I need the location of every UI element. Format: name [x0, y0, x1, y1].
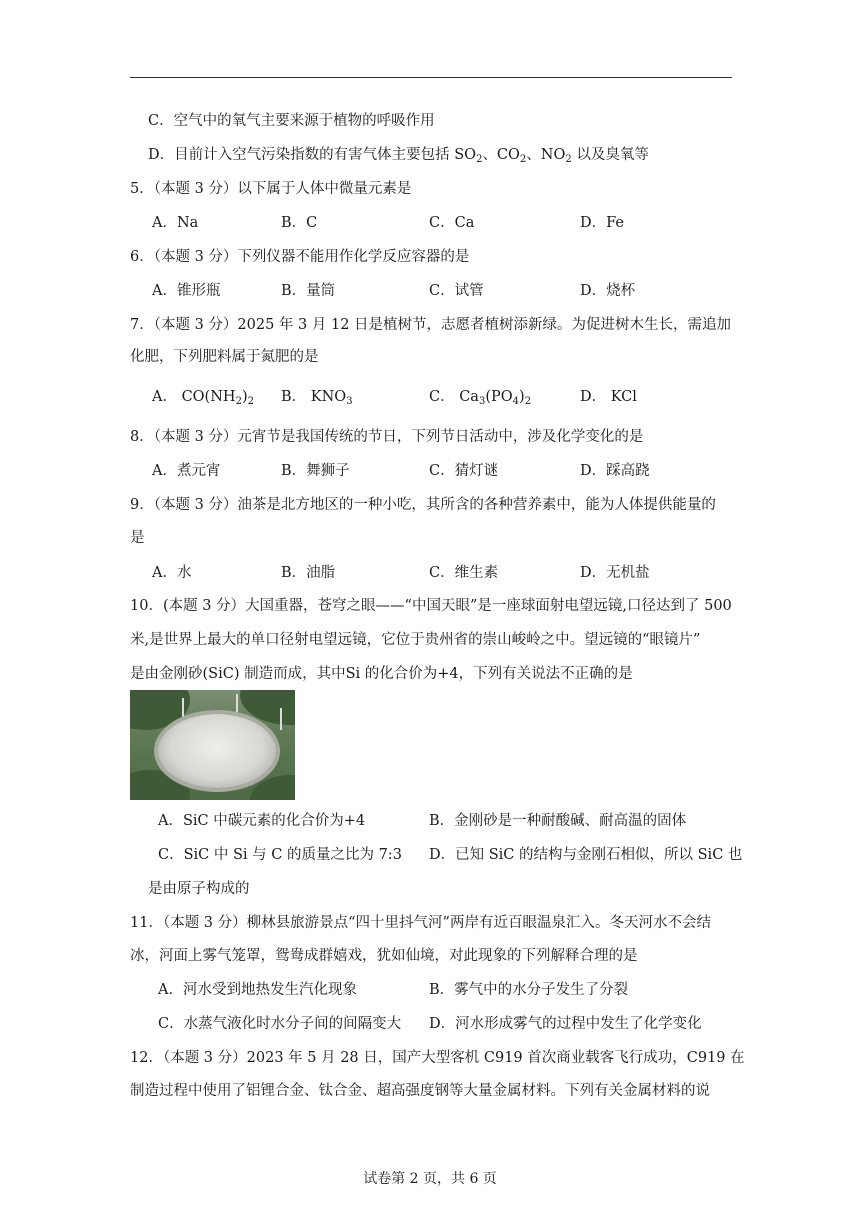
question-line-q10d2: 是由原子构成的	[148, 881, 250, 897]
answer-option-q5c: C．Ca	[429, 215, 475, 231]
answer-option-q10oa: A．SiC 中碳元素的化合价为+4	[158, 813, 366, 829]
question-line-q10b: 米,是世界上最大的单口径射电望远镜，它位于贵州省的崇山峻岭之中。望远镜的“眼镜片”	[130, 632, 701, 648]
answer-option-q7oc: C． $Ca_3(PO_4)_2$	[429, 389, 532, 407]
question-line-q12b: 制造过程中使用了铝锂合金、钛合金、超高强度钢等大量金属材料。下列有关金属材料的说	[130, 1083, 710, 1099]
question-line-q4d: D．目前计入空气污染指数的有害气体主要包括 $SO_2$、$CO_2$、$NO_2$ 以及臭氧等	[148, 147, 649, 165]
answer-option-q6d: D．烧杯	[580, 283, 636, 299]
answer-option-q8a: A．煮元宵	[152, 463, 221, 479]
answer-option-q11oa: A．河水受到地热发生汽化现象	[158, 982, 357, 998]
answer-option-q7ob: B． $KNO_3$	[281, 389, 353, 407]
answer-option-q11ob: B．雾气中的水分子发生了分裂	[429, 982, 629, 998]
answer-option-q9oa: A．水	[152, 565, 192, 581]
answer-option-q8b: B．舞狮子	[281, 463, 350, 479]
answer-option-q5b: B．C	[281, 215, 318, 231]
question-line-q7a: 7．（本题 3 分）2025 年 3 月 12 日是植树节，志愿者植树添新绿。为促进树木生长，需追加	[130, 317, 732, 333]
question-line-q11b: 冰，河面上雾气笼罩，鸳鸯成群嬉戏，犹如仙境，对此现象的下列解释合理的是	[130, 948, 638, 964]
answer-option-q7oa: A． $CO(NH_2)_2$	[152, 389, 254, 407]
answer-option-q9ob: B．油脂	[281, 565, 336, 581]
answer-option-q6b: B．量筒	[281, 283, 336, 299]
answer-option-q6a: A．锥形瓶	[152, 283, 221, 299]
header-rule	[130, 77, 732, 78]
telescope-dish	[158, 714, 276, 788]
question-line-q12a: 12．（本题 3 分）2023 年 5 月 28 日，国产大型客机 C919 首次商业载客飞行成功，C919 在	[130, 1050, 745, 1066]
question-line-q9a: 9．（本题 3 分）油茶是北方地区的一种小吃，其所含的各种营养素中，能为人体提供能量的	[130, 497, 716, 513]
answer-option-q5a: A．Na	[152, 215, 199, 231]
answer-option-q10oc: C．SiC 中 Si 与 C 的质量之比为 7:3	[158, 847, 402, 863]
answer-option-q10od: D．已知 SiC 的结构与金刚石相似，所以 SiC 也	[429, 847, 743, 863]
answer-option-q8c: C．猜灯谜	[429, 463, 499, 479]
answer-option-q8d: D．踩高跷	[580, 463, 650, 479]
question-line-q5: 5．（本题 3 分）以下属于人体中微量元素是	[130, 181, 412, 197]
answer-option-q7od: D． KCl	[580, 389, 637, 405]
answer-option-q9od: D．无机盐	[580, 565, 650, 581]
question-line-q7b: 化肥，下列肥料属于氮肥的是	[130, 349, 319, 365]
question-line-q10a: 10．(本题 3 分）大国重器，苍穹之眼——“中国天眼”是一座球面射电望远镜,口径达到了 500	[130, 598, 732, 614]
answer-option-q11oc: C．水蒸气液化时水分子间的间隔变大	[158, 1016, 402, 1032]
fast-telescope-photo	[130, 690, 295, 800]
question-line-q8: 8．（本题 3 分）元宵节是我国传统的节日，下列节日活动中，涉及化学变化的是	[130, 429, 644, 445]
answer-option-q5d: D．Fe	[580, 215, 624, 231]
page-footer: 试卷第 2 页，共 6 页	[363, 1171, 497, 1187]
question-line-q9b: 是	[130, 530, 145, 546]
answer-option-q6c: C．试管	[429, 283, 484, 299]
answer-option-q11od: D．河水形成雾气的过程中发生了化学变化	[429, 1016, 702, 1032]
question-line-q6: 6．（本题 3 分）下列仪器不能用作化学反应容器的是	[130, 249, 470, 265]
answer-option-q10ob: B．金刚砂是一种耐酸碱、耐高温的固体	[429, 813, 687, 829]
question-line-q4c: C．空气中的氧气主要来源于植物的呼吸作用	[148, 113, 435, 129]
question-line-q11a: 11．（本题 3 分）柳林县旅游景点“四十里抖气河”两岸有近百眼温泉汇入。冬天河水不会结	[130, 915, 711, 931]
question-line-q10c: 是由金刚砂(SiC) 制造而成，其中Si 的化合价为+4，下列有关说法不正确的是	[130, 666, 633, 682]
answer-option-q9oc: C．维生素	[429, 565, 499, 581]
